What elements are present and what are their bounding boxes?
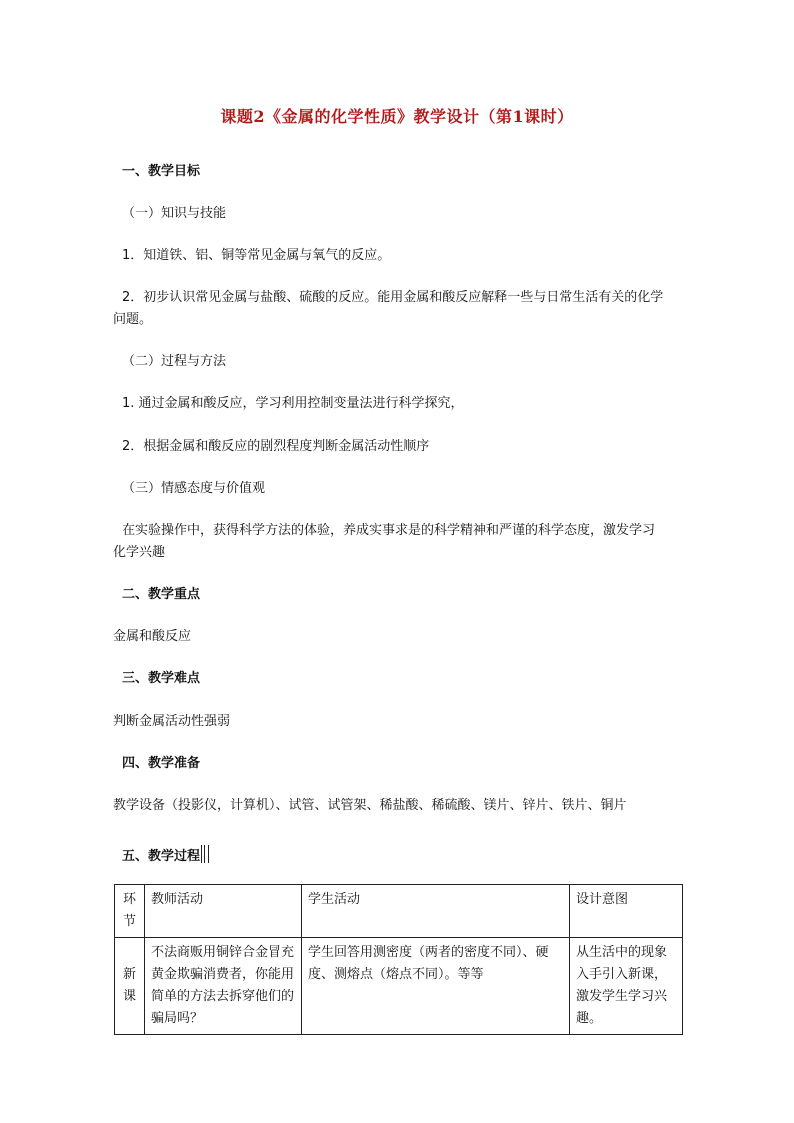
objective-item-2-line1: 2．初步认识常见金属与盐酸、硫酸的反应。能用金属和酸反应解释一些与日常生活有关的化学: [122, 290, 664, 305]
header-teacher-activity: 教师活动: [145, 885, 302, 938]
section-heading-preparation: 四、教学准备: [122, 756, 201, 771]
subheading-knowledge: （一）知识与技能: [122, 206, 227, 221]
cell-segment: 新课: [115, 938, 145, 1035]
section-heading-process-label: 五、教学过程: [122, 849, 201, 864]
attitude-line1: 在实验操作中，获得科学方法的体验，养成实事求是的科学精神和严谨的科学态度，激发学习: [122, 523, 656, 538]
anchor-marker-icon: [201, 845, 209, 863]
attitude-line2: 化学兴趣: [113, 545, 166, 560]
document-title: 课题2《金属的化学性质》教学设计（第1课时）: [220, 107, 574, 126]
section-heading-process: [122, 845, 209, 867]
section-heading-difficulties: 三、教学难点: [122, 671, 201, 686]
cell-design-intent: 从生活中的现象入手引入新课，激发学生学习兴趣。: [570, 938, 683, 1035]
cell-teacher-activity: 不法商贩用铜锌合金冒充黄金欺骗消费者，你能用简单的方法去拆穿他们的骗局吗？: [145, 938, 302, 1035]
table-header-row: [115, 885, 683, 938]
cell-student-activity: 学生回答用测密度（两者的密度不同）、硬度、测熔点（熔点不同）。等等: [302, 938, 570, 1035]
process-item-2: 2．根据金属和酸反应的剧烈程度判断金属活动性顺序: [122, 439, 430, 454]
subheading-process: （二）过程与方法: [122, 354, 227, 369]
header-student-activity: 学生活动: [302, 885, 570, 938]
header-segment: 环节: [115, 885, 145, 938]
header-design-intent: 设计意图: [570, 885, 683, 938]
preparation-text: 教学设备（投影仪，计算机）、试管、试管架、稀盐酸、稀硫酸、镁片、锌片、铁片、铜片: [113, 798, 627, 813]
objective-item-2-line2: 问题。: [113, 312, 153, 327]
difficulties-text: 判断金属活动性强弱: [113, 714, 231, 729]
table-row: [115, 938, 683, 1035]
section-heading-key-points: 二、教学重点: [122, 587, 201, 602]
objective-item-1: 1．知道铁、铝、铜等常见金属与氧气的反应。: [122, 248, 391, 263]
subheading-attitude: （三）情感态度与价值观: [122, 481, 266, 496]
process-item-1: 1. 通过金属和酸反应，学习利用控制变量法进行科学探究，: [122, 396, 464, 411]
section-heading-objectives: 一、教学目标: [122, 164, 201, 179]
key-points-text: 金属和酸反应: [113, 629, 192, 644]
teaching-process-table: [114, 884, 683, 1035]
